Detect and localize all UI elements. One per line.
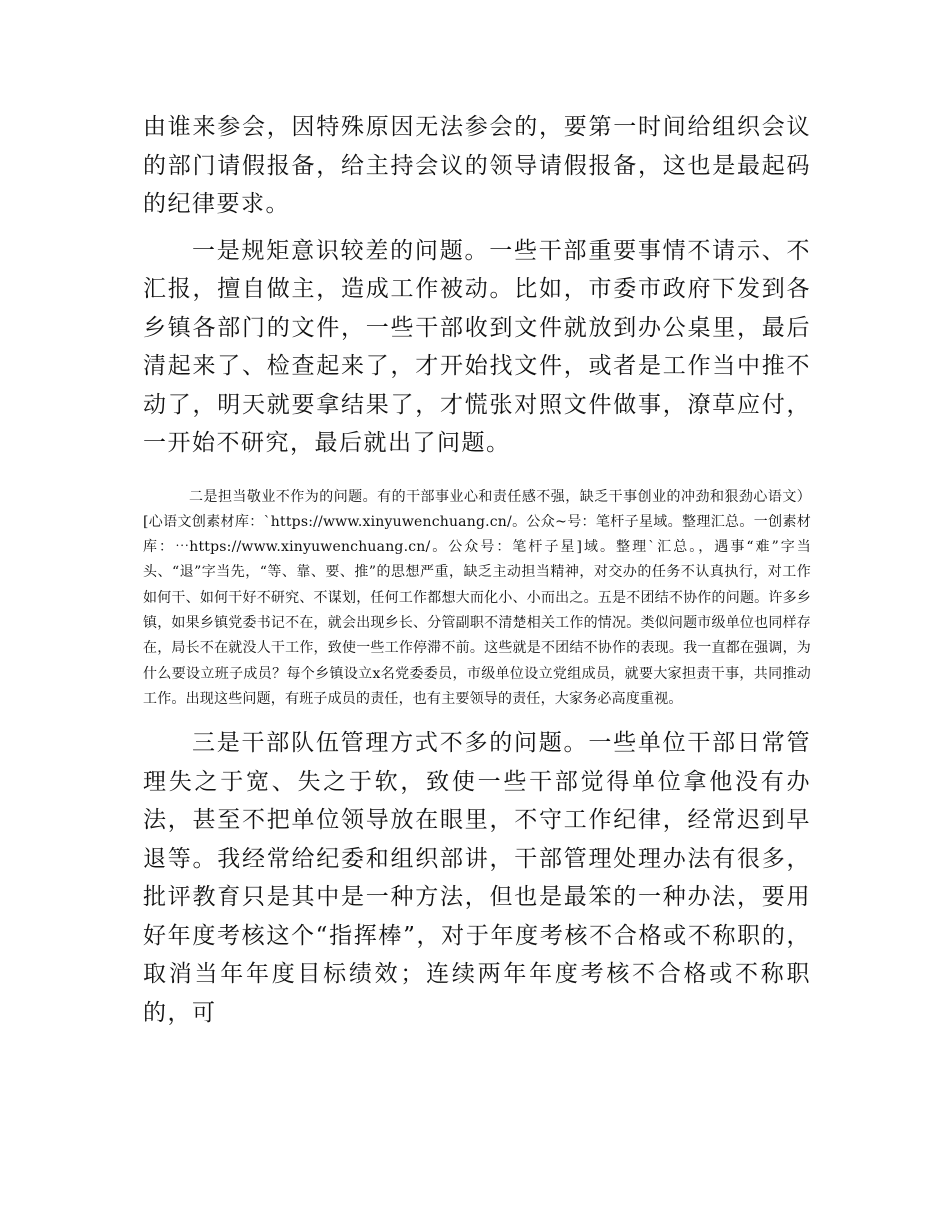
document-page (143, 108, 811, 1032)
paragraph-cadre-management: 三是干部队伍管理方式不多的问题。一些单位干部日常管理失之于宽、失之于软，致使一些干部觉得单位拿他没有办法，甚至不把单位领导放在眼里，不守工作纪律，经常迟到早退等。我经常给纪委和组织部讲，干部管理处理办法有很多，批评教育只是其中是一种方法，但也是最笨的一种办法，要用好年度考核这个“指挥棒”，对于年度考核不合格或不称职的，取消当年年度目标绩效；连续两年年度考核不合格或不称职的，可 (143, 730, 811, 1026)
paragraph-responsibility: 二是担当敬业不作为的问题。有的干部事业心和责任感不强，缺乏干事创业的冲劲和狠劲心语文）[心语文创素材库：`https://www.xinyuwenchuang.cn/。公众~号：笔杆子星域。整理汇总。一创素材库：⋯https://www.xinyuwenchuang.cn/。公众号：笔杆子星]域。整理`汇总。，遇事“难”字当头、“退”字当先，“等、靠、要、推”的思想严重，缺乏主动担当精神，对交办的任务不认真执行，对工作如何干、如何干好不研究、不谋划，任何工作都想大而化小、小而出之。五是不团结不协作的问题。许多乡镇，如果乡镇党委书记不在，就会出现乡长、分管副职不清楚相关工作的情况。类似问题市级单位也同样存在，局长不在就没人干工作，致使一些工作停滞不前。这些就是不团结不协作的表现。我一直都在强调，为什么要设立班子成员？每个乡镇设立x名党委委员，市级单位设立党组成员，就要大家担责干事，共同推动工作。出现这些问题，有班子成员的责任，也有主要领导的责任，大家务必高度重视。 (143, 488, 811, 707)
paragraph-rules-awareness: 一是规矩意识较差的问题。一些干部重要事情不请示、不汇报，擅自做主，造成工作被动。比如，市委市政府下发到各乡镇各部门的文件，一些干部收到文件就放到办公桌里，最后清起来了、检查起来了，才开始找文件，或者是工作当中推不动了，明天就要拿结果了，才慌张对照文件做事，潦草应付，一开始不研究，最后就出了问题。 (143, 237, 811, 456)
paragraph-continuation: 由谁来参会，因特殊原因无法参会的，要第一时间给组织会议的部门请假报备，给主持会议的领导请假报备，这也是最起码的纪律要求。 (143, 114, 811, 217)
